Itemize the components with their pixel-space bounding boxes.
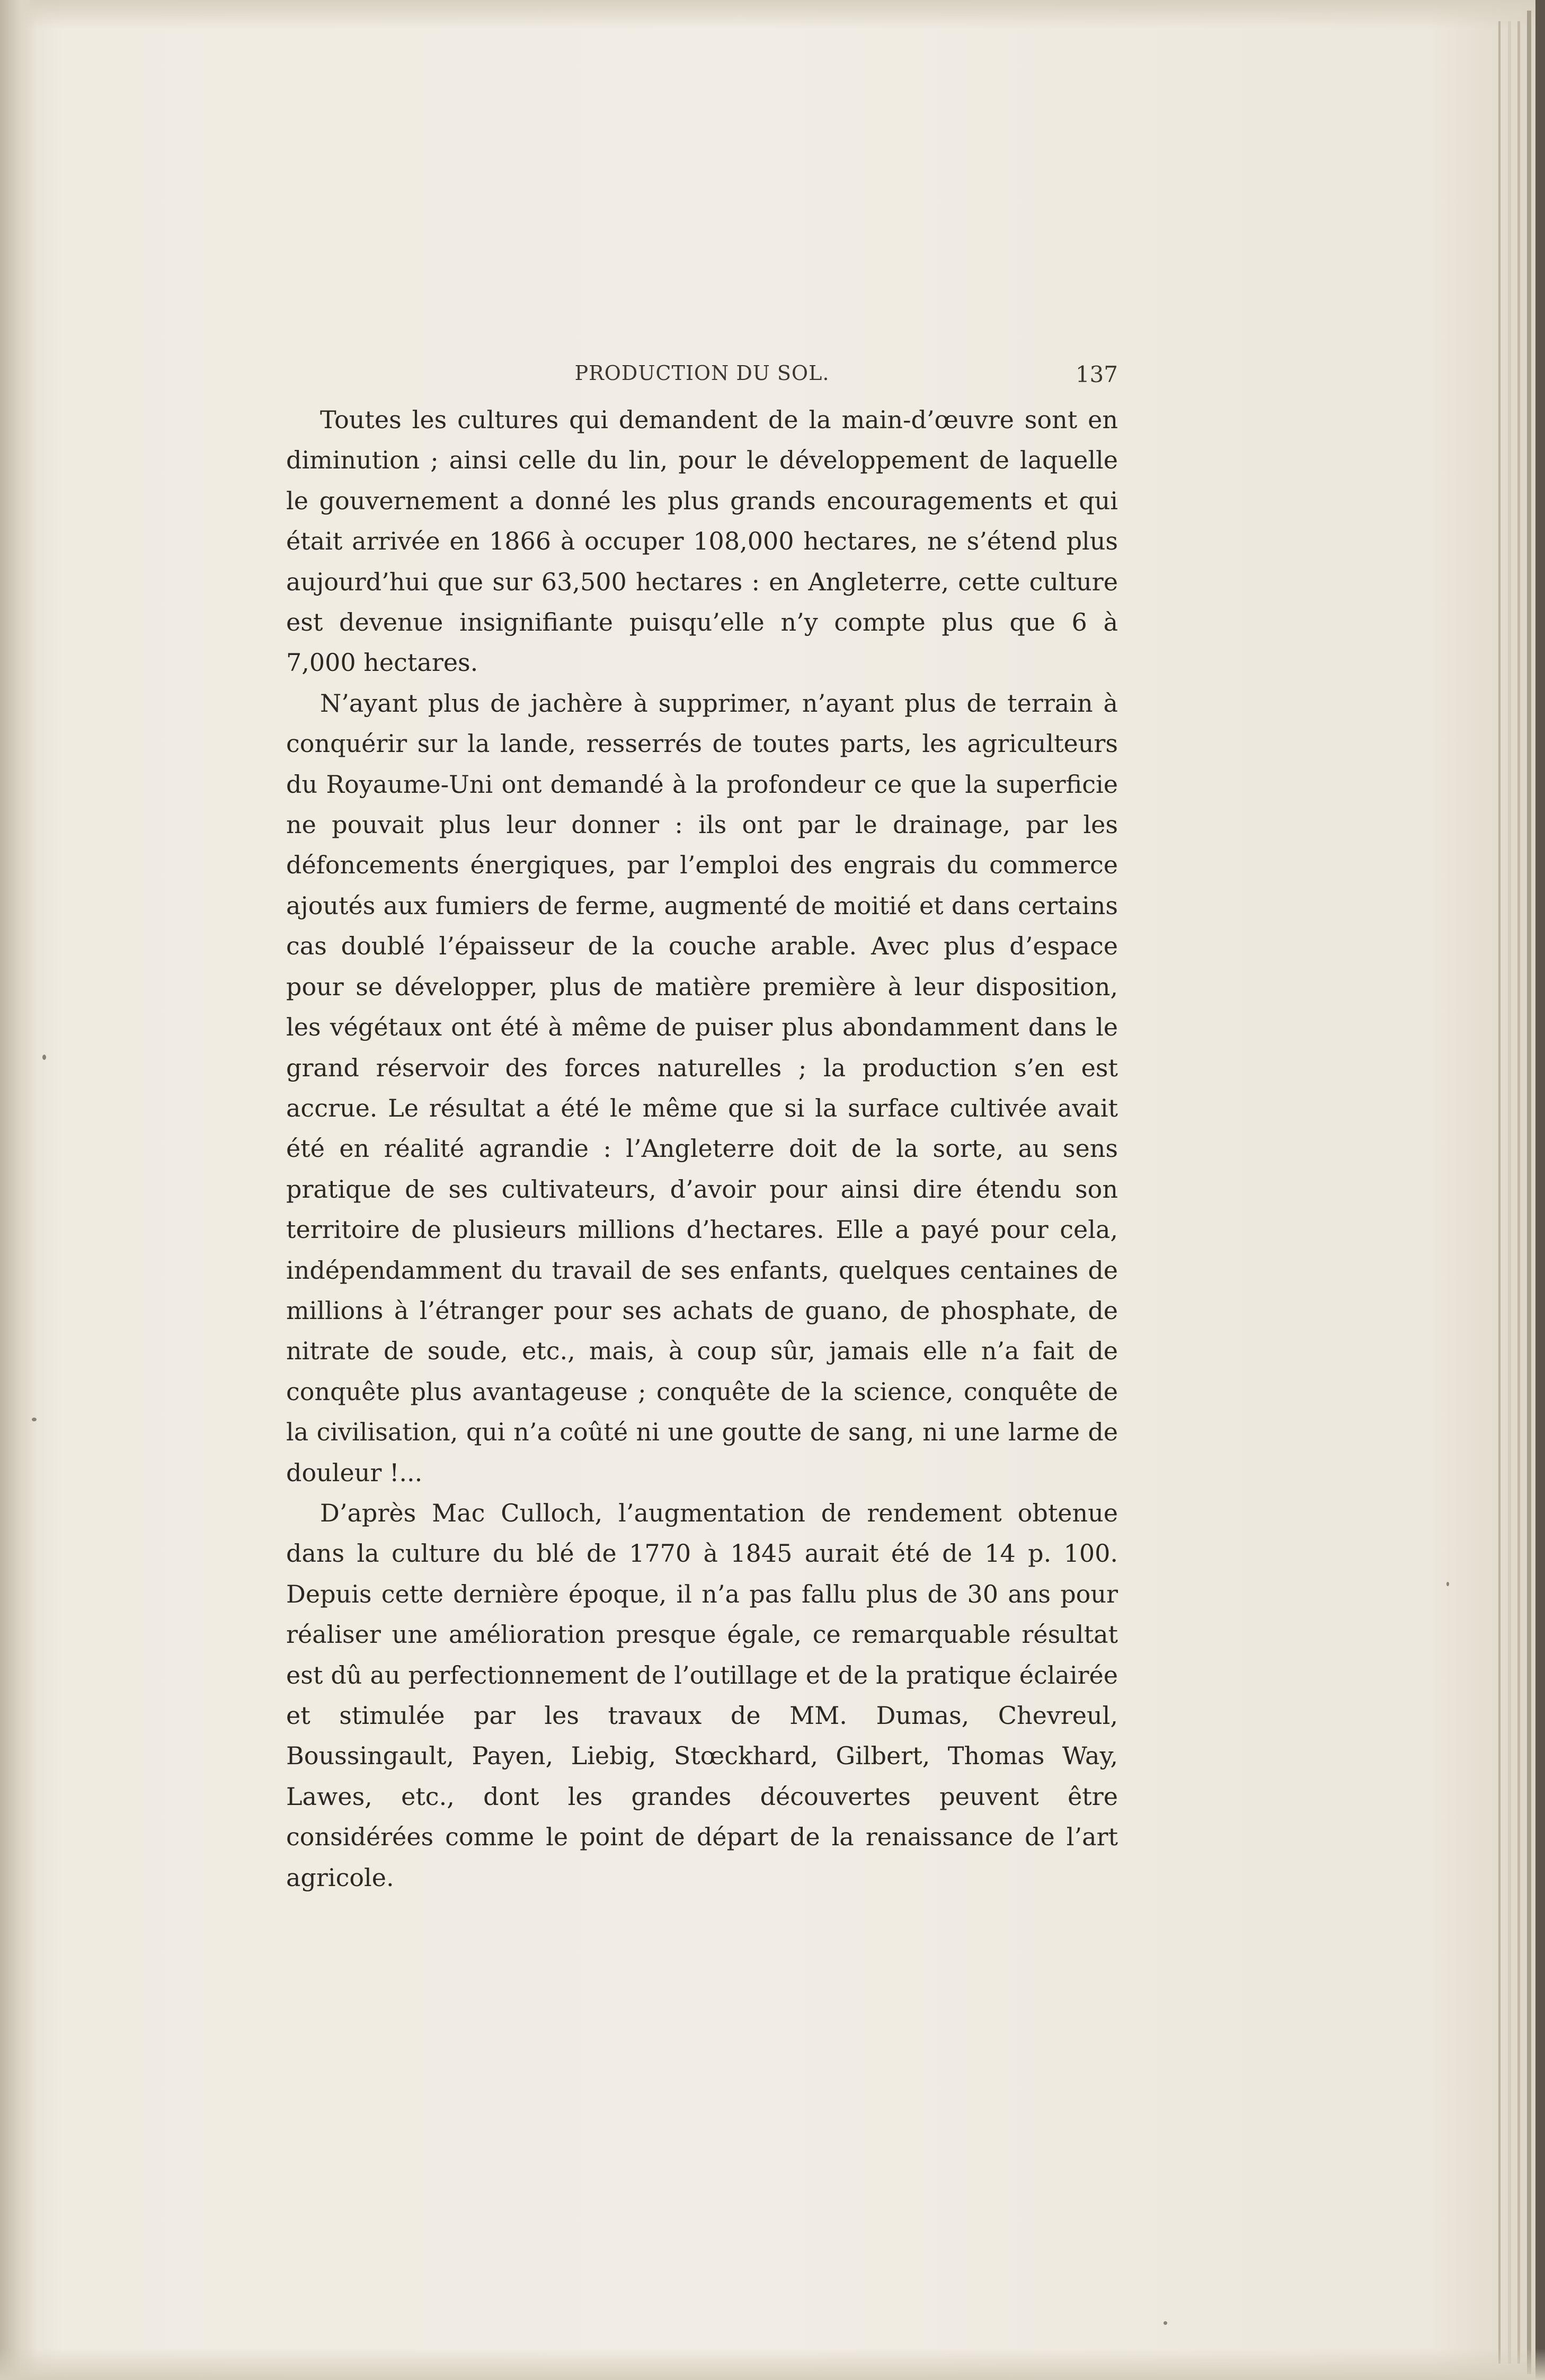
paper-speck xyxy=(32,1418,37,1421)
gutter-shadow xyxy=(0,0,37,2380)
paper-speck xyxy=(1446,1582,1449,1586)
page-edge xyxy=(1508,21,1511,2364)
page-number: 137 xyxy=(1075,361,1118,387)
body-text xyxy=(286,400,1118,1898)
running-head xyxy=(286,358,1118,390)
bottom-shadow xyxy=(0,2348,1545,2380)
running-title: PRODUCTION DU SOL. xyxy=(574,361,830,385)
paragraph: D’après Mac Culloch, l’augmentation de rendement obtenue dans la culture du blé de 1770 à 1845 aurait été de 14 p. 100. Depuis cette dernière époque, il n’a pas fallu plus de 30 ans pour réaliser une amélioration presque égale, ce remarquable résultat est dû au perfectionnement de l’outillage et de la pratique éclairée et stimulée par les travaux de MM. Dumas, Chevreul, Boussingault, Payen, Liebig, Stœckhard, Gilbert, Thomas Way, Lawes, etc., dont les grandes découvertes peuvent être considérées comme le point de départ de la renaissance de l’art agricole. xyxy=(286,1498,1118,1892)
page-edge xyxy=(1498,21,1500,2364)
paragraph: Toutes les cultures qui demandent de la main-d’œuvre sont en diminution ; ainsi celle du lin, pour le développement de laquelle le gouvernement a donné les plus grands encouragements et qui était arrivée en 1866 à occuper 108,000 hectares, ne s’étend plus aujourd’hui que sur 63,500 hectares : en Angleterre, cette culture est devenue insignifiante puisqu’elle n’y compte plus que 6 à 7,000 hectares. xyxy=(286,405,1118,677)
paper-speck xyxy=(42,1055,46,1060)
book-cover-edge xyxy=(1535,0,1545,2380)
paper-speck xyxy=(1164,2321,1167,2325)
page-edge xyxy=(1517,21,1520,2364)
top-shadow xyxy=(0,0,1545,29)
page-edge xyxy=(1527,11,1531,2374)
paragraph: N’ayant plus de jachère à supprimer, n’ayant plus de terrain à conquérir sur la lande, resserrés de toutes parts, les agriculteurs du Royaume-Uni ont demandé à la profondeur ce que la superficie ne pouvait plus leur donner : ils ont par le drainage, par les défoncements énergiques, par l’emploi des engrais du commerce ajoutés aux fumiers de ferme, augmenté de moitié et dans certains cas doublé l’épaisseur de la couche arable. Avec plus d’espace pour se développer, plus de matière première à leur disposition, les végétaux ont été à même de puiser plus abondamment dans le grand réservoir des forces naturelles ; la production s’en est accrue. Le résultat a été le même que si la surface cultivée avait été en réalité agrandie : l’Angleterre doit de la sorte, au sens pratique de ses cultivateurs, d’avoir pour ainsi dire étendu son territoire de plusieurs millions d’hectares. Elle a payé pour cela, indépendamment du travail de ses enfants, quelques centaines de millions à l’étranger pour ses achats de guano, de phosphate, de nitrate de soude, etc., mais, à coup sûr, jamais elle n’a fait de conquête plus avantageuse ; conquête de la science, conquête de la civilisation, qui n’a coûté ni une goutte de sang, ni une larme de douleur !... xyxy=(286,688,1118,1487)
